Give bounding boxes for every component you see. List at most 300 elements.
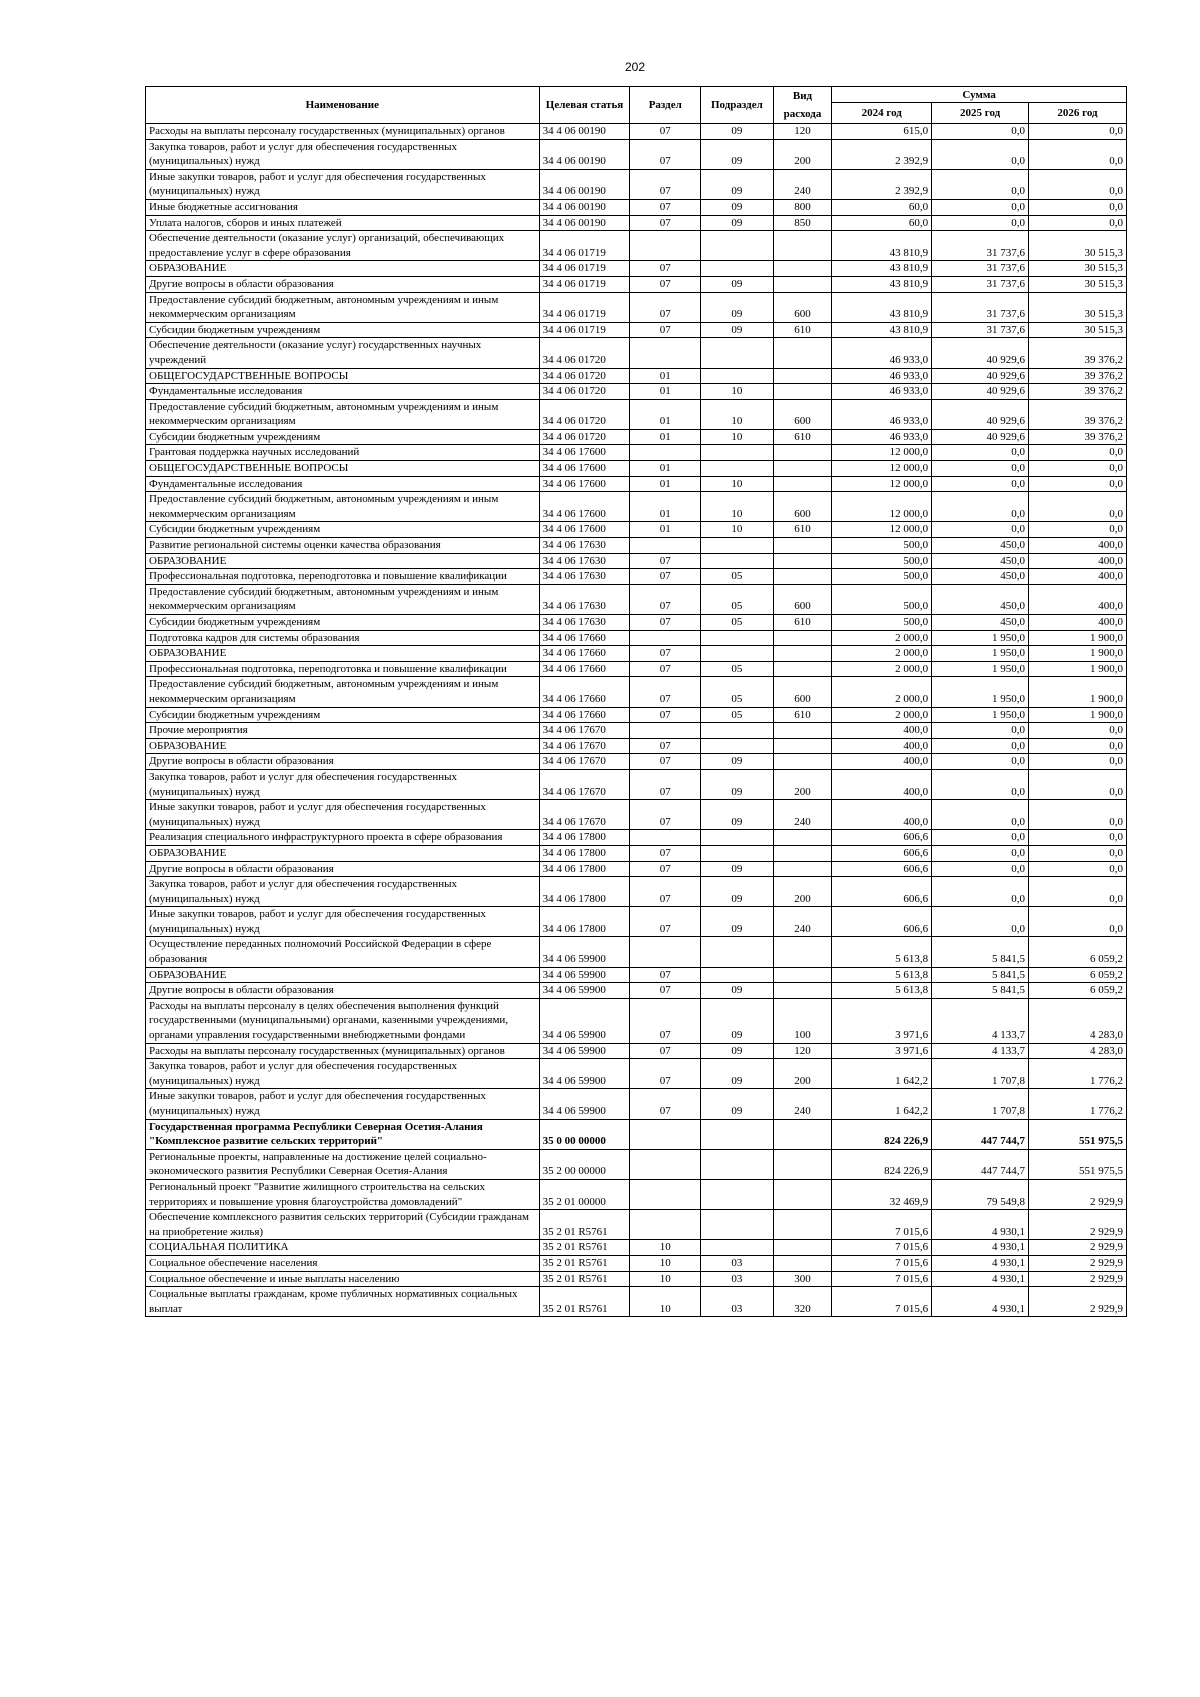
row-sum-2026: 551 975,5 bbox=[1029, 1149, 1127, 1179]
row-name: Предоставление субсидий бюджетным, автономным учреждениям и иным некоммерческим организациям bbox=[146, 292, 540, 322]
table-row bbox=[146, 630, 1127, 646]
row-sum-2024: 2 000,0 bbox=[832, 707, 932, 723]
row-subsection bbox=[701, 538, 774, 554]
row-target-article: 34 4 06 17670 bbox=[539, 738, 630, 754]
row-sum-2026: 0,0 bbox=[1029, 723, 1127, 739]
row-sum-2024: 60,0 bbox=[832, 199, 932, 215]
row-target-article: 34 4 06 59900 bbox=[539, 983, 630, 999]
row-subsection: 05 bbox=[701, 569, 774, 585]
row-sum-2024: 2 000,0 bbox=[832, 677, 932, 707]
row-sum-2025: 5 841,5 bbox=[932, 967, 1029, 983]
row-section: 07 bbox=[630, 569, 701, 585]
row-sum-2026: 1 776,2 bbox=[1029, 1089, 1127, 1119]
row-section: 07 bbox=[630, 646, 701, 662]
row-sum-2024: 43 810,9 bbox=[832, 276, 932, 292]
row-expense-kind bbox=[773, 368, 832, 384]
row-subsection bbox=[701, 1119, 774, 1149]
row-sum-2024: 12 000,0 bbox=[832, 445, 932, 461]
row-name: Профессиональная подготовка, переподготовка и повышение квалификации bbox=[146, 661, 540, 677]
row-expense-kind bbox=[773, 630, 832, 646]
row-section: 01 bbox=[630, 368, 701, 384]
row-expense-kind bbox=[773, 661, 832, 677]
row-sum-2024: 615,0 bbox=[832, 124, 932, 140]
row-sum-2026: 0,0 bbox=[1029, 877, 1127, 907]
row-section: 01 bbox=[630, 461, 701, 477]
row-sum-2024: 46 933,0 bbox=[832, 338, 932, 368]
row-section: 01 bbox=[630, 384, 701, 400]
row-name: Другие вопросы в области образования bbox=[146, 861, 540, 877]
table-row bbox=[146, 983, 1127, 999]
row-section: 07 bbox=[630, 215, 701, 231]
header-year-2024: 2024 год bbox=[832, 103, 932, 124]
row-target-article: 35 2 01 R5761 bbox=[539, 1255, 630, 1271]
row-subsection: 09 bbox=[701, 800, 774, 830]
row-name: Реализация специального инфраструктурного проекта в сфере образования bbox=[146, 830, 540, 846]
table-row bbox=[146, 1287, 1127, 1317]
row-section: 07 bbox=[630, 615, 701, 631]
header-target-article: Целевая статья bbox=[539, 87, 630, 124]
table-row bbox=[146, 553, 1127, 569]
row-section: 07 bbox=[630, 261, 701, 277]
row-name: Субсидии бюджетным учреждениям bbox=[146, 615, 540, 631]
row-subsection bbox=[701, 445, 774, 461]
row-expense-kind: 600 bbox=[773, 399, 832, 429]
row-target-article: 34 4 06 01719 bbox=[539, 276, 630, 292]
row-subsection: 09 bbox=[701, 169, 774, 199]
row-target-article: 34 4 06 00190 bbox=[539, 199, 630, 215]
row-name: Субсидии бюджетным учреждениям bbox=[146, 707, 540, 723]
row-sum-2026: 0,0 bbox=[1029, 169, 1127, 199]
row-expense-kind bbox=[773, 1255, 832, 1271]
row-expense-kind: 200 bbox=[773, 1059, 832, 1089]
row-name: Развитие региональной системы оценки качества образования bbox=[146, 538, 540, 554]
row-sum-2026: 400,0 bbox=[1029, 569, 1127, 585]
table-row bbox=[146, 830, 1127, 846]
row-sum-2026: 2 929,9 bbox=[1029, 1271, 1127, 1287]
row-sum-2024: 12 000,0 bbox=[832, 492, 932, 522]
row-sum-2024: 500,0 bbox=[832, 569, 932, 585]
row-subsection: 10 bbox=[701, 522, 774, 538]
row-sum-2025: 1 950,0 bbox=[932, 677, 1029, 707]
row-expense-kind bbox=[773, 646, 832, 662]
row-sum-2024: 500,0 bbox=[832, 615, 932, 631]
row-target-article: 34 4 06 01720 bbox=[539, 384, 630, 400]
row-sum-2024: 7 015,6 bbox=[832, 1271, 932, 1287]
row-target-article: 34 4 06 59900 bbox=[539, 998, 630, 1043]
row-expense-kind: 240 bbox=[773, 907, 832, 937]
row-expense-kind bbox=[773, 569, 832, 585]
row-subsection: 10 bbox=[701, 492, 774, 522]
row-sum-2026: 0,0 bbox=[1029, 476, 1127, 492]
row-target-article: 34 4 06 17660 bbox=[539, 646, 630, 662]
row-subsection bbox=[701, 723, 774, 739]
row-name: Иные закупки товаров, работ и услуг для обеспечения государственных (муниципальных) нужд bbox=[146, 800, 540, 830]
row-sum-2024: 3 971,6 bbox=[832, 998, 932, 1043]
row-section: 01 bbox=[630, 429, 701, 445]
table-row bbox=[146, 292, 1127, 322]
table-row bbox=[146, 861, 1127, 877]
header-name: Наименование bbox=[146, 87, 540, 124]
row-name: Прочие мероприятия bbox=[146, 723, 540, 739]
row-subsection: 09 bbox=[701, 322, 774, 338]
row-expense-kind: 610 bbox=[773, 522, 832, 538]
row-sum-2026: 1 900,0 bbox=[1029, 630, 1127, 646]
row-sum-2025: 447 744,7 bbox=[932, 1119, 1029, 1149]
row-sum-2026: 1 900,0 bbox=[1029, 646, 1127, 662]
table-row bbox=[146, 1240, 1127, 1256]
row-sum-2024: 500,0 bbox=[832, 538, 932, 554]
row-target-article: 34 4 06 17660 bbox=[539, 630, 630, 646]
header-expense-kind: Вид расхода bbox=[773, 87, 832, 124]
row-sum-2024: 7 015,6 bbox=[832, 1240, 932, 1256]
row-sum-2026: 30 515,3 bbox=[1029, 322, 1127, 338]
row-sum-2024: 2 000,0 bbox=[832, 630, 932, 646]
row-sum-2025: 1 950,0 bbox=[932, 646, 1029, 662]
table-row bbox=[146, 461, 1127, 477]
table-row bbox=[146, 1119, 1127, 1149]
row-subsection: 05 bbox=[701, 677, 774, 707]
row-expense-kind: 240 bbox=[773, 1089, 832, 1119]
row-section: 07 bbox=[630, 661, 701, 677]
row-section bbox=[630, 630, 701, 646]
row-target-article: 34 4 06 17630 bbox=[539, 569, 630, 585]
row-sum-2024: 400,0 bbox=[832, 800, 932, 830]
row-target-article: 34 4 06 17600 bbox=[539, 461, 630, 477]
row-subsection bbox=[701, 830, 774, 846]
row-target-article: 34 4 06 17630 bbox=[539, 538, 630, 554]
row-sum-2025: 4 133,7 bbox=[932, 998, 1029, 1043]
row-sum-2025: 0,0 bbox=[932, 461, 1029, 477]
table-row bbox=[146, 199, 1127, 215]
row-sum-2024: 46 933,0 bbox=[832, 399, 932, 429]
row-section: 07 bbox=[630, 998, 701, 1043]
row-target-article: 34 4 06 17630 bbox=[539, 615, 630, 631]
table-row bbox=[146, 399, 1127, 429]
row-expense-kind: 300 bbox=[773, 1271, 832, 1287]
row-target-article: 34 4 06 01720 bbox=[539, 368, 630, 384]
row-section: 07 bbox=[630, 553, 701, 569]
row-name: Иные закупки товаров, работ и услуг для обеспечения государственных (муниципальных) нужд bbox=[146, 169, 540, 199]
table-row bbox=[146, 707, 1127, 723]
row-expense-kind bbox=[773, 723, 832, 739]
row-sum-2025: 1 707,8 bbox=[932, 1059, 1029, 1089]
table-body bbox=[146, 124, 1127, 1317]
table-row bbox=[146, 738, 1127, 754]
table-row bbox=[146, 368, 1127, 384]
row-sum-2024: 400,0 bbox=[832, 723, 932, 739]
row-sum-2024: 2 392,9 bbox=[832, 139, 932, 169]
row-expense-kind: 200 bbox=[773, 139, 832, 169]
row-sum-2025: 1 707,8 bbox=[932, 1089, 1029, 1119]
row-section: 07 bbox=[630, 124, 701, 140]
row-sum-2024: 43 810,9 bbox=[832, 292, 932, 322]
row-sum-2025: 4 930,1 bbox=[932, 1240, 1029, 1256]
row-section: 07 bbox=[630, 292, 701, 322]
row-section: 07 bbox=[630, 983, 701, 999]
row-sum-2026: 0,0 bbox=[1029, 861, 1127, 877]
header-year-2025: 2025 год bbox=[932, 103, 1029, 124]
row-sum-2026: 551 975,5 bbox=[1029, 1119, 1127, 1149]
row-sum-2024: 7 015,6 bbox=[832, 1287, 932, 1317]
row-sum-2026: 400,0 bbox=[1029, 553, 1127, 569]
row-expense-kind: 610 bbox=[773, 322, 832, 338]
row-subsection: 09 bbox=[701, 877, 774, 907]
table-row bbox=[146, 1210, 1127, 1240]
table-row bbox=[146, 800, 1127, 830]
table-row bbox=[146, 677, 1127, 707]
row-section bbox=[630, 723, 701, 739]
table-row bbox=[146, 998, 1127, 1043]
row-sum-2026: 1 900,0 bbox=[1029, 707, 1127, 723]
row-sum-2025: 450,0 bbox=[932, 615, 1029, 631]
row-name: Обеспечение деятельности (оказание услуг) организаций, обеспечивающих предоставление услуг в сфере образования bbox=[146, 231, 540, 261]
row-name: Социальные выплаты гражданам, кроме публичных нормативных социальных выплат bbox=[146, 1287, 540, 1317]
row-name: Фундаментальные исследования bbox=[146, 384, 540, 400]
row-sum-2025: 0,0 bbox=[932, 877, 1029, 907]
row-sum-2026: 6 059,2 bbox=[1029, 983, 1127, 999]
row-sum-2026: 4 283,0 bbox=[1029, 1043, 1127, 1059]
row-target-article: 34 4 06 59900 bbox=[539, 1043, 630, 1059]
row-sum-2025: 1 950,0 bbox=[932, 707, 1029, 723]
row-subsection: 09 bbox=[701, 124, 774, 140]
row-sum-2025: 0,0 bbox=[932, 445, 1029, 461]
row-sum-2025: 0,0 bbox=[932, 169, 1029, 199]
row-sum-2026: 0,0 bbox=[1029, 461, 1127, 477]
row-expense-kind: 200 bbox=[773, 877, 832, 907]
row-name: Уплата налогов, сборов и иных платежей bbox=[146, 215, 540, 231]
row-section bbox=[630, 538, 701, 554]
row-subsection: 09 bbox=[701, 754, 774, 770]
header-year-2026: 2026 год bbox=[1029, 103, 1127, 124]
row-sum-2024: 46 933,0 bbox=[832, 384, 932, 400]
row-expense-kind: 200 bbox=[773, 769, 832, 799]
row-name: ОБЩЕГОСУДАРСТВЕННЫЕ ВОПРОСЫ bbox=[146, 368, 540, 384]
row-expense-kind: 600 bbox=[773, 492, 832, 522]
row-section: 07 bbox=[630, 1089, 701, 1119]
row-name: Предоставление субсидий бюджетным, автономным учреждениям и иным некоммерческим организациям bbox=[146, 492, 540, 522]
row-expense-kind: 610 bbox=[773, 707, 832, 723]
row-sum-2025: 0,0 bbox=[932, 492, 1029, 522]
row-expense-kind bbox=[773, 830, 832, 846]
row-section: 07 bbox=[630, 169, 701, 199]
row-sum-2026: 2 929,9 bbox=[1029, 1210, 1127, 1240]
row-section: 07 bbox=[630, 1043, 701, 1059]
row-sum-2026: 0,0 bbox=[1029, 124, 1127, 140]
row-target-article: 34 4 06 17600 bbox=[539, 522, 630, 538]
row-name: Иные бюджетные ассигнования bbox=[146, 199, 540, 215]
row-target-article: 35 2 00 00000 bbox=[539, 1149, 630, 1179]
row-sum-2026: 2 929,9 bbox=[1029, 1240, 1127, 1256]
row-target-article: 34 4 06 00190 bbox=[539, 124, 630, 140]
row-target-article: 34 4 06 17670 bbox=[539, 769, 630, 799]
row-sum-2024: 43 810,9 bbox=[832, 261, 932, 277]
row-name: Подготовка кадров для системы образования bbox=[146, 630, 540, 646]
table-row bbox=[146, 646, 1127, 662]
row-name: Другие вопросы в области образования bbox=[146, 754, 540, 770]
row-expense-kind: 240 bbox=[773, 800, 832, 830]
table-row bbox=[146, 492, 1127, 522]
row-target-article: 34 4 06 17800 bbox=[539, 907, 630, 937]
table-row bbox=[146, 429, 1127, 445]
row-section bbox=[630, 445, 701, 461]
row-target-article: 34 4 06 17670 bbox=[539, 754, 630, 770]
row-name: Предоставление субсидий бюджетным, автономным учреждениям и иным некоммерческим организациям bbox=[146, 677, 540, 707]
row-target-article: 34 4 06 01719 bbox=[539, 292, 630, 322]
row-sum-2024: 606,6 bbox=[832, 861, 932, 877]
row-name: ОБРАЗОВАНИЕ bbox=[146, 845, 540, 861]
row-section: 10 bbox=[630, 1271, 701, 1287]
table-row bbox=[146, 522, 1127, 538]
table-row bbox=[146, 584, 1127, 614]
row-section: 07 bbox=[630, 584, 701, 614]
row-sum-2026: 0,0 bbox=[1029, 830, 1127, 846]
row-sum-2026: 6 059,2 bbox=[1029, 967, 1127, 983]
row-expense-kind bbox=[773, 1210, 832, 1240]
row-sum-2025: 0,0 bbox=[932, 124, 1029, 140]
row-sum-2024: 5 613,8 bbox=[832, 983, 932, 999]
row-expense-kind bbox=[773, 538, 832, 554]
row-subsection: 09 bbox=[701, 1089, 774, 1119]
row-expense-kind: 800 bbox=[773, 199, 832, 215]
row-expense-kind: 120 bbox=[773, 124, 832, 140]
row-name: Иные закупки товаров, работ и услуг для обеспечения государственных (муниципальных) нужд bbox=[146, 1089, 540, 1119]
row-subsection: 09 bbox=[701, 861, 774, 877]
row-subsection bbox=[701, 845, 774, 861]
table-row bbox=[146, 139, 1127, 169]
row-section: 01 bbox=[630, 476, 701, 492]
row-expense-kind: 610 bbox=[773, 615, 832, 631]
row-expense-kind bbox=[773, 845, 832, 861]
row-target-article: 35 2 01 R5761 bbox=[539, 1271, 630, 1287]
row-target-article: 34 4 06 17800 bbox=[539, 861, 630, 877]
row-name: ОБРАЗОВАНИЕ bbox=[146, 738, 540, 754]
row-sum-2025: 31 737,6 bbox=[932, 276, 1029, 292]
row-sum-2024: 824 226,9 bbox=[832, 1149, 932, 1179]
table-row bbox=[146, 769, 1127, 799]
row-sum-2025: 0,0 bbox=[932, 215, 1029, 231]
row-sum-2024: 606,6 bbox=[832, 877, 932, 907]
row-subsection bbox=[701, 231, 774, 261]
table-row bbox=[146, 215, 1127, 231]
row-expense-kind: 120 bbox=[773, 1043, 832, 1059]
row-expense-kind: 610 bbox=[773, 429, 832, 445]
row-subsection bbox=[701, 1179, 774, 1209]
row-section: 07 bbox=[630, 845, 701, 861]
row-sum-2024: 7 015,6 bbox=[832, 1210, 932, 1240]
row-sum-2025: 450,0 bbox=[932, 553, 1029, 569]
row-subsection bbox=[701, 1210, 774, 1240]
row-expense-kind bbox=[773, 1179, 832, 1209]
row-sum-2024: 12 000,0 bbox=[832, 461, 932, 477]
row-subsection bbox=[701, 1240, 774, 1256]
row-target-article: 34 4 06 17660 bbox=[539, 677, 630, 707]
row-sum-2026: 39 376,2 bbox=[1029, 338, 1127, 368]
header-subsection: Подраздел bbox=[701, 87, 774, 124]
table-row bbox=[146, 538, 1127, 554]
row-expense-kind bbox=[773, 338, 832, 368]
row-target-article: 34 4 06 17660 bbox=[539, 661, 630, 677]
row-name: Расходы на выплаты персоналу государственных (муниципальных) органов bbox=[146, 1043, 540, 1059]
row-expense-kind: 600 bbox=[773, 584, 832, 614]
row-sum-2026: 6 059,2 bbox=[1029, 937, 1127, 967]
row-sum-2026: 1 900,0 bbox=[1029, 661, 1127, 677]
row-expense-kind: 850 bbox=[773, 215, 832, 231]
row-expense-kind: 240 bbox=[773, 169, 832, 199]
table-row bbox=[146, 1089, 1127, 1119]
row-name: Региональный проект "Развитие жилищного строительства на сельских территориях и повышение уровня благоустройства домовладений" bbox=[146, 1179, 540, 1209]
table-row bbox=[146, 723, 1127, 739]
row-sum-2024: 2 000,0 bbox=[832, 646, 932, 662]
table-row bbox=[146, 845, 1127, 861]
row-expense-kind bbox=[773, 1149, 832, 1179]
row-sum-2025: 447 744,7 bbox=[932, 1149, 1029, 1179]
row-subsection: 03 bbox=[701, 1255, 774, 1271]
row-sum-2024: 824 226,9 bbox=[832, 1119, 932, 1149]
row-name: Закупка товаров, работ и услуг для обеспечения государственных (муниципальных) нужд bbox=[146, 1059, 540, 1089]
header-section: Раздел bbox=[630, 87, 701, 124]
row-expense-kind bbox=[773, 754, 832, 770]
row-subsection bbox=[701, 368, 774, 384]
row-name: Осуществление переданных полномочий Российской Федерации в сфере образования bbox=[146, 937, 540, 967]
row-sum-2026: 2 929,9 bbox=[1029, 1255, 1127, 1271]
row-expense-kind bbox=[773, 445, 832, 461]
row-section: 07 bbox=[630, 677, 701, 707]
row-expense-kind bbox=[773, 937, 832, 967]
row-section: 07 bbox=[630, 199, 701, 215]
row-sum-2025: 4 930,1 bbox=[932, 1210, 1029, 1240]
row-target-article: 34 4 06 59900 bbox=[539, 937, 630, 967]
row-sum-2025: 0,0 bbox=[932, 522, 1029, 538]
row-expense-kind bbox=[773, 738, 832, 754]
row-target-article: 35 0 00 00000 bbox=[539, 1119, 630, 1149]
row-subsection: 09 bbox=[701, 139, 774, 169]
row-target-article: 34 4 06 59900 bbox=[539, 1089, 630, 1119]
row-subsection: 09 bbox=[701, 769, 774, 799]
row-sum-2024: 1 642,2 bbox=[832, 1059, 932, 1089]
row-sum-2024: 46 933,0 bbox=[832, 368, 932, 384]
row-section: 07 bbox=[630, 139, 701, 169]
row-sum-2025: 40 929,6 bbox=[932, 338, 1029, 368]
row-sum-2026: 39 376,2 bbox=[1029, 368, 1127, 384]
row-target-article: 34 4 06 00190 bbox=[539, 215, 630, 231]
row-name: СОЦИАЛЬНАЯ ПОЛИТИКА bbox=[146, 1240, 540, 1256]
row-sum-2026: 0,0 bbox=[1029, 522, 1127, 538]
row-name: ОБРАЗОВАНИЕ bbox=[146, 261, 540, 277]
row-subsection bbox=[701, 646, 774, 662]
row-target-article: 34 4 06 17670 bbox=[539, 723, 630, 739]
row-sum-2026: 39 376,2 bbox=[1029, 429, 1127, 445]
row-sum-2026: 1 900,0 bbox=[1029, 677, 1127, 707]
row-name: Иные закупки товаров, работ и услуг для обеспечения государственных (муниципальных) нужд bbox=[146, 907, 540, 937]
row-sum-2026: 400,0 bbox=[1029, 584, 1127, 614]
row-subsection bbox=[701, 630, 774, 646]
row-sum-2026: 0,0 bbox=[1029, 445, 1127, 461]
row-sum-2026: 39 376,2 bbox=[1029, 384, 1127, 400]
row-target-article: 34 4 06 00190 bbox=[539, 169, 630, 199]
row-expense-kind bbox=[773, 461, 832, 477]
row-name: Социальное обеспечение и иные выплаты населению bbox=[146, 1271, 540, 1287]
table-row bbox=[146, 1255, 1127, 1271]
row-sum-2026: 0,0 bbox=[1029, 215, 1127, 231]
row-target-article: 34 4 06 01720 bbox=[539, 338, 630, 368]
row-sum-2024: 606,6 bbox=[832, 907, 932, 937]
row-sum-2025: 40 929,6 bbox=[932, 429, 1029, 445]
table-row bbox=[146, 967, 1127, 983]
row-expense-kind: 100 bbox=[773, 998, 832, 1043]
row-sum-2025: 40 929,6 bbox=[932, 399, 1029, 429]
row-sum-2026: 2 929,9 bbox=[1029, 1287, 1127, 1317]
row-sum-2024: 32 469,9 bbox=[832, 1179, 932, 1209]
